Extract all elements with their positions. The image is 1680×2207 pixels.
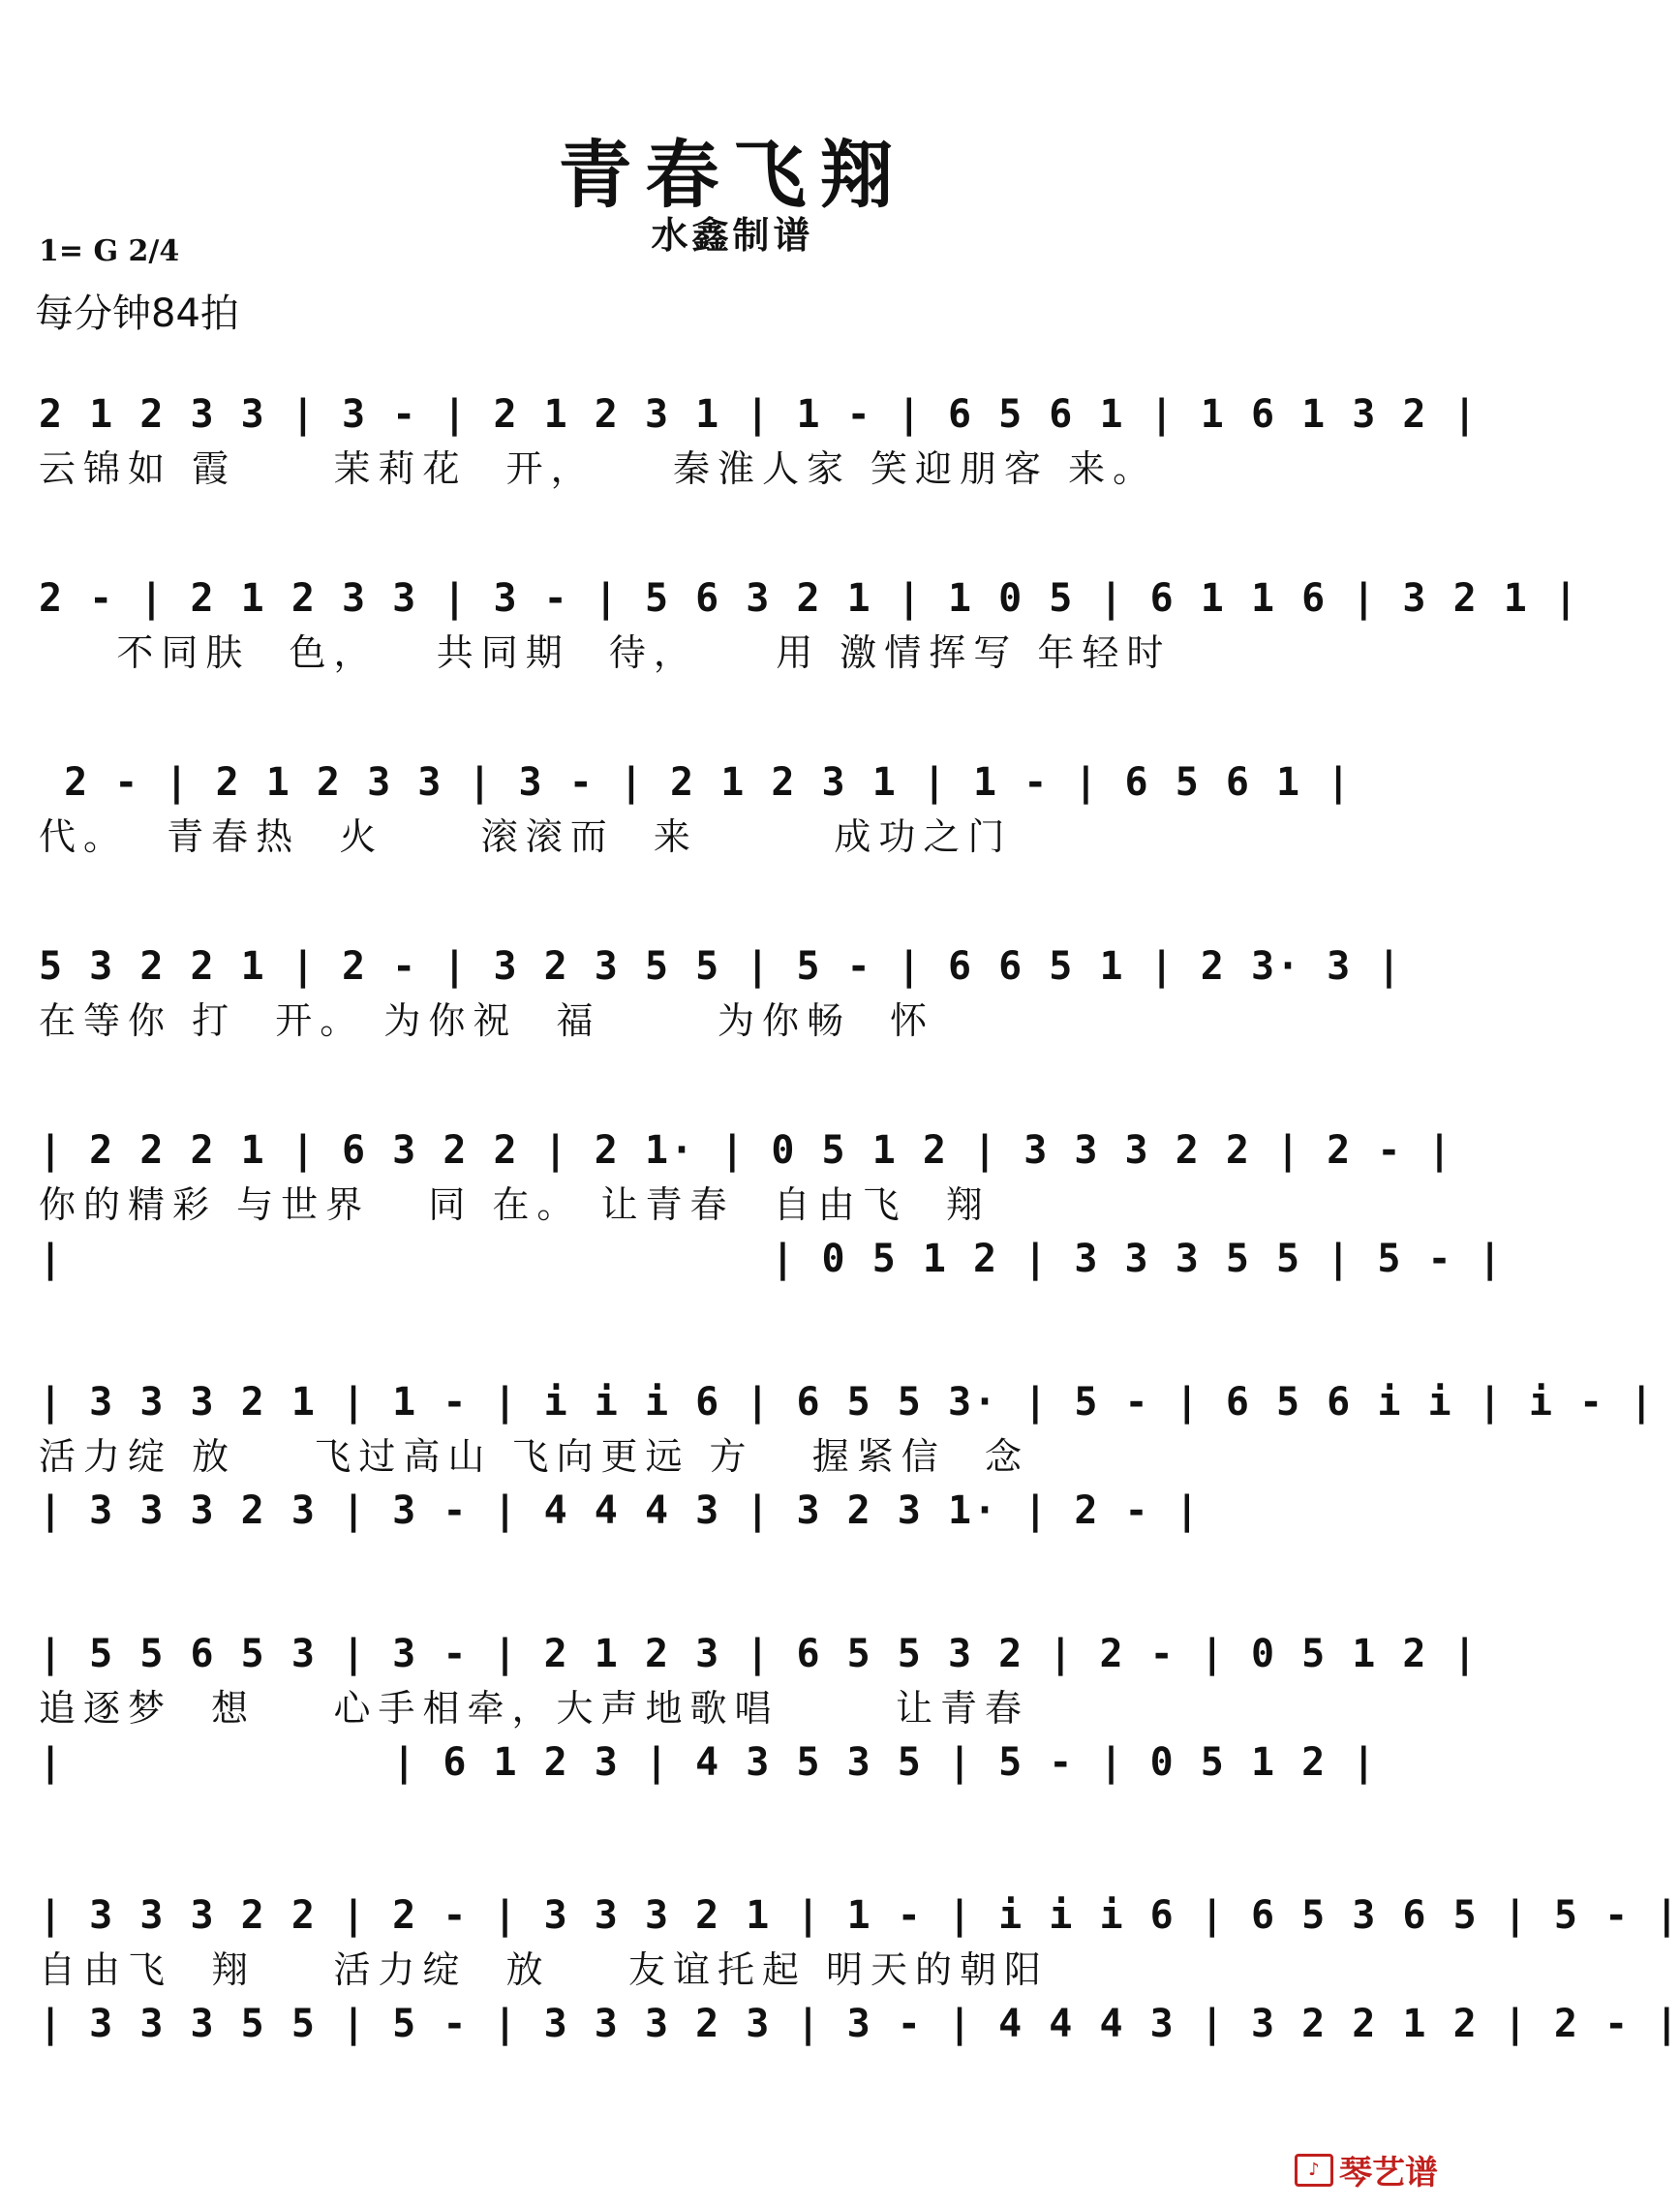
score-line-8	[39, 1888, 1680, 2051]
logo-text: 琴艺谱	[1339, 2154, 1438, 2192]
harmony-row: | 3 3 3 5 5 | 5 - | 3 3 3 2 3 | 3 - | 4 4 4 3 | 3 2 2 1 2 | 2 - |	[39, 2002, 1680, 2046]
score-line-1	[39, 387, 1479, 496]
key-signature: 1= G 2/4	[39, 234, 180, 268]
notes-row: 5 3 2 2 1 | 2 - | 3 2 3 5 5 | 5 - | 6 6 5 1 | 2 3· 3 |	[39, 944, 1403, 989]
lyrics-row: 活力绽 放 飞过高山 飞向更远 方 握紧信 念	[39, 1435, 1029, 1478]
lyrics-row: 云锦如 霞 茉莉花 开， 秦淮人家 笑迎朋客 来。	[39, 447, 1158, 490]
piano-logo-icon: ♪	[1295, 2154, 1333, 2187]
arranger-credit: 水鑫制谱	[651, 214, 814, 257]
score-line-2	[39, 571, 1580, 680]
score-line-6	[39, 1375, 1656, 1538]
tempo-marking: 每分钟84拍	[35, 291, 239, 336]
harmony-row: | 3 3 3 2 3 | 3 - | 4 4 4 3 | 3 2 3 1· | 2 - |	[39, 1488, 1201, 1533]
lyrics-row: 自由飞 翔 活力绽 放 友谊托起 明天的朝阳	[39, 1948, 1050, 1991]
notes-row: 2 1 2 3 3 | 3 - | 2 1 2 3 1 | 1 - | 6 5 6 1 | 1 6 1 3 2 |	[39, 392, 1479, 437]
score-line-7	[39, 1627, 1479, 1790]
lyrics-row: 在等你 打 开。 为你祝 福 为你畅 怀	[39, 999, 935, 1042]
notes-row: | 2 2 2 1 | 6 3 2 2 | 2 1· | 0 5 1 2 | 3 3 3 2 2 | 2 - |	[39, 1128, 1453, 1173]
site-logo	[1295, 2146, 1438, 2193]
notes-row: | 5 5 6 5 3 | 3 - | 2 1 2 3 | 6 5 5 3 2 | 2 - | 0 5 1 2 |	[39, 1632, 1479, 1676]
harmony-row: | | 0 5 1 2 | 3 3 3 5 5 | 5 - |	[39, 1237, 1504, 1281]
notes-row: 2 - | 2 1 2 3 3 | 3 - | 5 6 3 2 1 | 1 0 5 | 6 1 1 6 | 3 2 1 |	[39, 576, 1580, 621]
lyrics-row: 不同肤 色， 共同期 待， 用 激情挥写 年轻时	[39, 631, 1172, 674]
lyrics-row: 你的精彩 与世界 同 在。 让青春 自由飞 翔	[39, 1183, 991, 1226]
harmony-row: | | 6 1 2 3 | 4 3 5 3 5 | 5 - | 0 5 1 2 |	[39, 1740, 1378, 1785]
notes-row: | 3 3 3 2 1 | 1 - | i i i 6 | 6 5 5 3· | 5 - | 6 5 6 i i | i - |	[39, 1380, 1656, 1425]
score-line-3	[39, 755, 1433, 864]
score-line-4	[39, 939, 1433, 1048]
score-line-5	[39, 1123, 1504, 1286]
lyrics-row: 代。 青春热 火 滚滚而 来 成功之门	[39, 815, 1013, 858]
lyrics-row: 追逐梦 想 心手相牵，大声地歌唱 让青春	[39, 1687, 1029, 1730]
score-title: 青春飞翔	[558, 132, 907, 218]
notes-row: | 3 3 3 2 2 | 2 - | 3 3 3 2 1 | 1 - | i i i 6 | 6 5 3 6 5 | 5 - |	[39, 1893, 1680, 1938]
notes-row: 2 - | 2 1 2 3 3 | 3 - | 2 1 2 3 1 | 1 - | 6 5 6 1 |	[39, 760, 1353, 805]
